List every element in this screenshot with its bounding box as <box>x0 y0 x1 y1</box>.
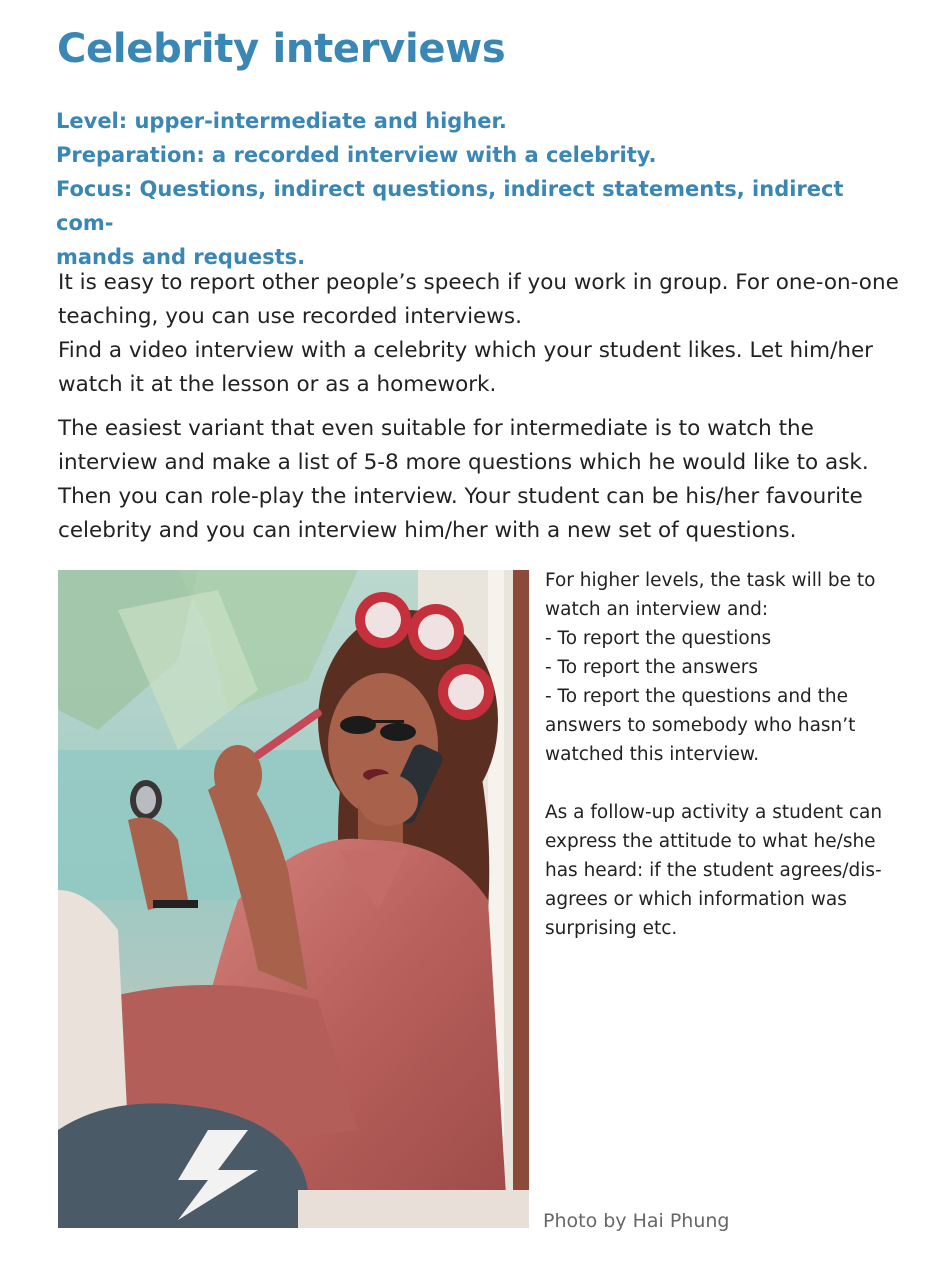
side-line: As a follow-up activity a student can <box>545 802 883 823</box>
lesson-meta <box>56 104 886 274</box>
side-line: - To report the questions <box>545 628 772 649</box>
celebrity-photo <box>58 570 529 1228</box>
intro-paragraph-2: Find a video interview with a celebrity which your student likes. Let him/her watch it at the lesson or as a homework. <box>58 338 874 397</box>
intro-paragraph-1: It is easy to report other people’s speech if you work in group. For one-on-one teaching, you can use recorded interviews. <box>58 270 899 329</box>
side-paragraph-2 <box>545 798 890 943</box>
photo-illustration <box>58 570 529 1228</box>
preparation-line: Preparation: a recorded interview with a celebrity. <box>56 143 657 167</box>
side-line: answers to somebody who hasn’t <box>545 715 856 736</box>
focus-line-continued: mands and requests. <box>56 245 306 269</box>
intro-paragraph-3: The easiest variant that even suitable for intermediate is to watch the interview and make a list of 5-8 more questions which he would like to ask. Then you can role-play the interview. Your student can be his/her favourite celebrity and you can interview him/her with a new set of questions. <box>58 416 869 543</box>
focus-line: Focus: Questions, indirect questions, indirect statements, indirect com- <box>56 177 844 235</box>
side-line: watch an interview and: <box>545 599 769 620</box>
side-line: watched this interview. <box>545 744 760 765</box>
side-line: agrees or which information was <box>545 889 847 910</box>
side-line: has heard: if the student agrees/dis- <box>545 860 882 881</box>
page-title: Celebrity interviews <box>57 26 506 72</box>
level-line: Level: upper-intermediate and higher. <box>56 109 507 133</box>
side-line: - To report the answers <box>545 657 758 678</box>
side-text <box>545 566 890 943</box>
side-line: For higher levels, the task will be to <box>545 570 876 591</box>
side-line: express the attitude to what he/she <box>545 831 876 852</box>
side-paragraph-1 <box>545 566 890 769</box>
photo-credit: Photo by Hai Phung <box>543 1210 730 1232</box>
intro-text <box>58 266 908 548</box>
side-line: - To report the questions and the <box>545 686 849 707</box>
side-line: surprising etc. <box>545 918 678 939</box>
